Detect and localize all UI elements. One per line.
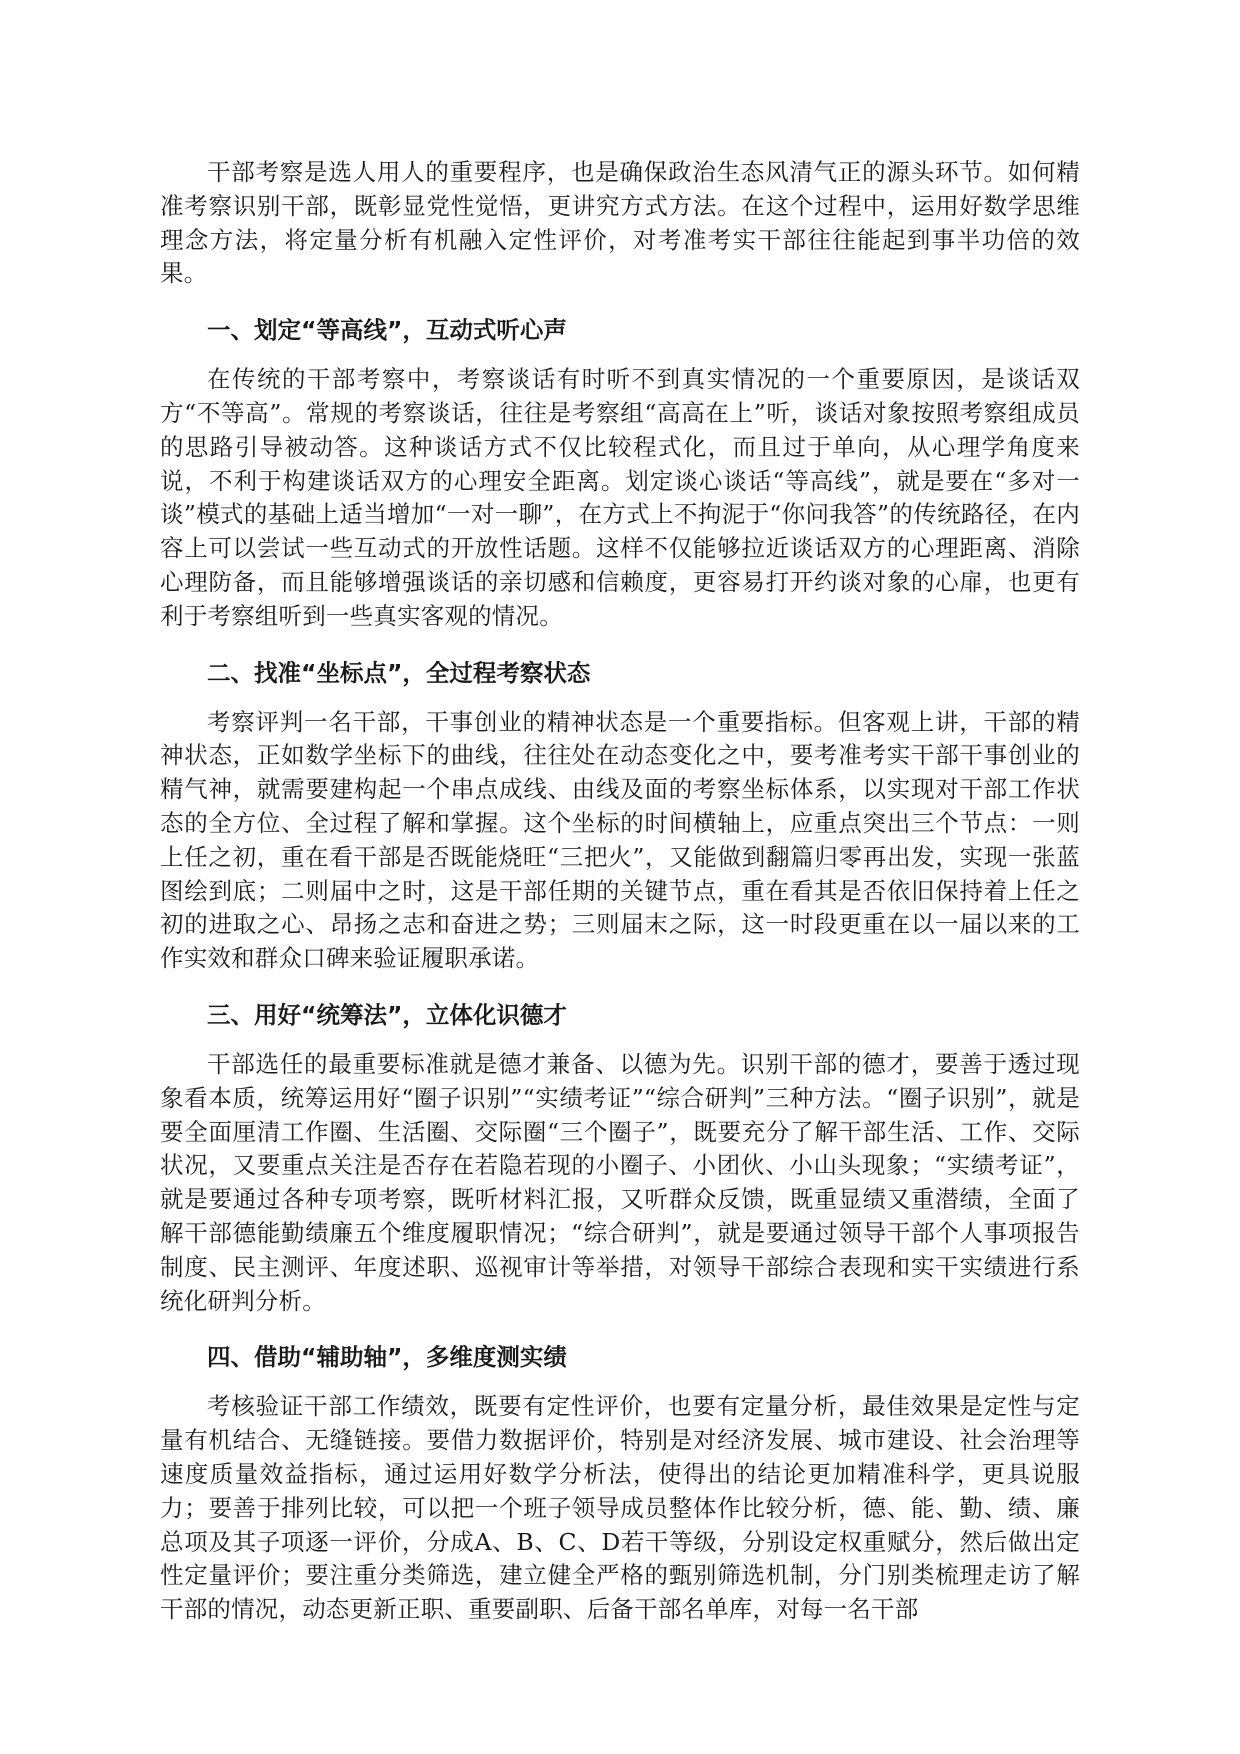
section-1-body: 在传统的干部考察中，考察谈话有时听不到真实情况的一个重要原因，是谈话双方“不等高”。常规的考察谈话，往往是考察组“高高在上”听，谈话对象按照考察组成员的思路引导被动答。这种谈话方式不仅比较程式化，而且过于单向，从心理学角度来说，不利于构建谈话双方的心理安全距离。划定谈心谈话“等高线”，就是要在“多对一谈”模式的基础上适当增加“一对一聊”，在方式上不拘泥于“你问我答”的传统路径，在内容上可以尝试一些互动式的开放性话题。这样不仅能够拉近谈话双方的心理距离、消除心理防备，而且能够增强谈话的亲切感和信赖度，更容易打开约谈对象的心扉，也更有利于考察组听到一些真实客观的情况。 xyxy=(160,365,1080,630)
section-4-body: 考核验证干部工作绩效，既要有定性评价，也要有定量分析，最佳效果是定性与定量有机结合、无缝链接。要借力数据评价，特别是对经济发展、城市建设、社会治理等速度质量效益指标，通过运用好数学分析法，使得出的结论更加精准科学，更具说服力；要善于排列比较，可以把一个班子领导成员整体作比较分析，德、能、勤、绩、廉总项及其子项逐一评价，分成A、B、C、D若干等级，分别设定权重赋分，然后做出定性定量评价；要注重分类筛选，建立健全严格的甄别筛选机制，分门别类梳理走访了解干部的情况，动态更新正职、重要副职、后备干部名单库，对每一名干部 xyxy=(160,1392,1080,1624)
section-1-heading: 一、划定“等高线”，互动式听心声 xyxy=(207,316,567,345)
intro-paragraph: 干部考察是选人用人的重要程序，也是确保政治生态风清气正的源头环节。如何精准考察识别干部，既彰显党性觉悟，更讲究方式方法。在这个过程中，运用好数学思维理念方法，将定量分析有机融入定性评价，对考准考实干部往往能起到事半功倍的效果。 xyxy=(160,158,1080,288)
section-2-body: 考察评判一名干部，干事创业的精神状态是一个重要指标。但客观上讲，干部的精神状态，正如数学坐标下的曲线，往往处在动态变化之中，要考准考实干部干事创业的精气神，就需要建构起一个串点成线、由线及面的考察坐标体系，以实现对干部工作状态的全方位、全过程了解和掌握。这个坐标的时间横轴上，应重点突出三个节点：一则上任之初，重在看干部是否既能烧旺“三把火”，又能做到翻篇归零再出发，实现一张蓝图绘到底；二则届中之时，这是干部任期的关键节点，重在看其是否依旧保持着上任之初的进取之心、昂扬之志和奋进之势；三则届末之际，这一时段更重在以一届以来的工作实效和群众口碑来验证履职承诺。 xyxy=(160,707,1080,973)
section-3-body: 干部选任的最重要标准就是德才兼备、以德为先。识别干部的德才，要善于透过现象看本质，统筹运用好“圈子识别”“实绩考证”“综合研判”三种方法。“圈子识别”，就是要全面厘清工作圈、生活圈、交际圈“三个圈子”，既要充分了解干部生活、工作、交际状况，又要重点关注是否存在若隐若现的小圈子、小团伙、小山头现象；“实绩考证”，就是要通过各种专项考察，既听材料汇报，又听群众反馈，既重显绩又重潜绩，全面了解干部德能勤绩廉五个维度履职情况；“综合研判”，就是要通过领导干部个人事项报告制度、民主测评、年度述职、巡视审计等举措，对领导干部综合表现和实干实绩进行系统化研判分析。 xyxy=(160,1049,1080,1315)
document-page xyxy=(160,156,1080,1649)
section-3-heading: 三、用好“统筹法”，立体化识德才 xyxy=(207,1000,567,1029)
section-2-heading: 二、找准“坐标点”，全过程考察状态 xyxy=(207,658,591,687)
section-4-heading: 四、借助“辅助轴”，多维度测实绩 xyxy=(207,1343,567,1372)
